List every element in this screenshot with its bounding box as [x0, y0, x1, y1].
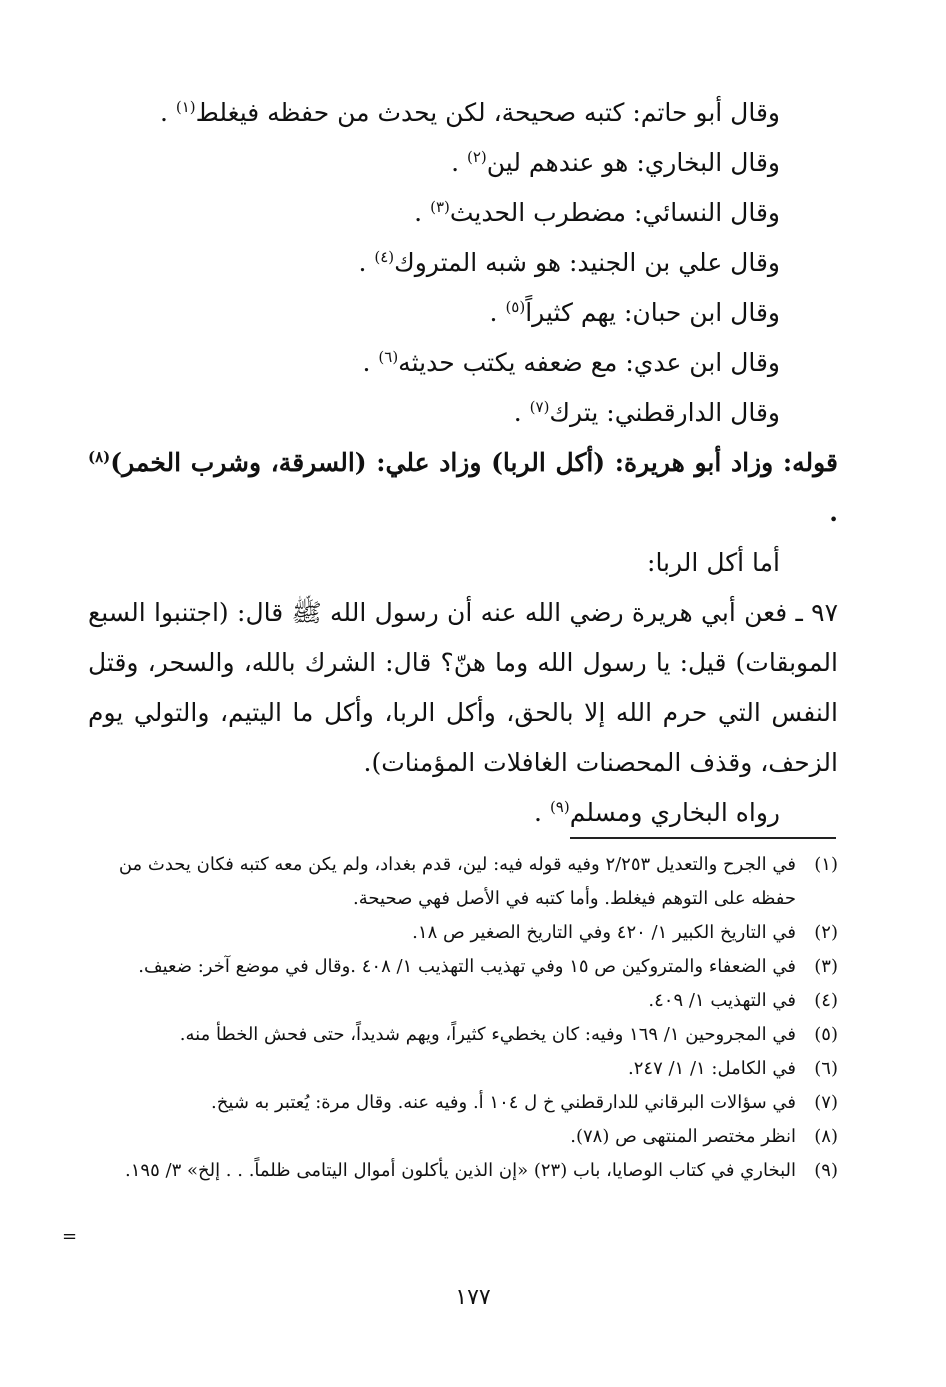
continuation-marker: =: [62, 1226, 78, 1247]
footnote-number: (٤): [814, 990, 838, 1011]
footnote-number: (٥): [814, 1024, 838, 1045]
footnote-number: (٨): [814, 1126, 838, 1147]
footnote: [88, 1120, 838, 1154]
narration-line: رواه البخاري ومسلم$^{(٩)}$ .: [534, 798, 780, 827]
footnote-number: (٢): [814, 922, 838, 943]
main-text: [88, 88, 838, 838]
footnote-text: البخاري في كتاب الوصايا، باب (٢٣) «إن الذين يأكلون أموال اليتامى ظلماً. . . إلخ» ٣/ ١٩٥.: [125, 1160, 796, 1181]
quote-line: وقال ابن حبان: يهم كثيراً$^{(٥)}$ .: [489, 298, 780, 327]
footnote: [88, 1052, 838, 1086]
bold-commentary: قوله: وزاد أبو هريرة: (أكل الربا) وزاد علي: (السرقة، وشرب الخمر)$^{(٨)}$ .: [88, 448, 838, 527]
footnote-number: (٧): [814, 1092, 838, 1113]
footnote-text: في الكامل: ١/ ١/ ٢٤٧.: [628, 1058, 796, 1079]
footnote-ref: (١): [175, 98, 196, 116]
footnote-ref: (٨): [88, 448, 111, 466]
footnote-ref: (٤): [374, 248, 395, 266]
footnote-ref: (٥): [505, 298, 526, 316]
footnote: [88, 950, 838, 984]
footnote: [88, 1018, 838, 1052]
quote-line: وقال البخاري: هو عندهم لين$^{(٢)}$ .: [451, 148, 780, 177]
quote-line: وقال أبو حاتم: كتبه صحيحة، لكن يحدث من حفظه فيغلط$^{(١)}$ .: [159, 98, 780, 127]
hadith-paragraph: ٩٧ ـ فعن أبي هريرة رضي الله عنه أن رسول الله ﷺ قال: (اجتنبوا السبع الموبقات) قيل: يا رسول الله وما هنّ؟ قال: الشرك بالله، والسحر، وقتل النفس التي حرم الله إلا بالحق، وأكل الربا، وأكل ما اليتيم، والتولي يوم الزحف، وقذف المحصنات الغافلات المؤمنات).: [88, 598, 838, 777]
footnote-text: في سؤالات البرقاني للدارقطني خ ل ١٠٤ أ. وفيه عنه. وقال مرة: يُعتبر به شيخ.: [211, 1092, 796, 1113]
footnote: [88, 1154, 838, 1188]
footnote-number: (٦): [814, 1058, 838, 1079]
footnote-ref: (٦): [378, 348, 399, 366]
quote-line: وقال النسائي: مضطرب الحديث$^{(٣)}$ .: [414, 198, 780, 227]
footnote-text: في التهذيب ١/ ٤٠٩.: [648, 990, 796, 1011]
footnote-ref: (٢): [467, 148, 487, 166]
footnote: [88, 984, 838, 1018]
footnote: [88, 1086, 838, 1120]
footnote-text: انظر مختصر المنتهى ص (٧٨).: [570, 1126, 796, 1147]
footnote-ref: (٩): [549, 798, 570, 816]
footnote-number: (٣): [814, 956, 838, 977]
quote-line: وقال علي بن الجنيد: هو شبه المتروك$^{(٤)}$ .: [358, 248, 780, 277]
footnote-text: في الجرح والتعديل ٢/٢٥٣ وفيه قوله فيه: لين، قدم بغداد، ولم يكن معه كتبه فكان يحدث من حفظه على التوهم فيغلط. وأما كتبه في الأصل فهي صحيحة.: [118, 854, 796, 909]
footnote-text: في المجروحين ١/ ١٦٩ وفيه: كان يخطيء كثيراً، ويهم شديداً، حتى فحش الخطأ منه.: [179, 1024, 796, 1045]
footnote: [88, 916, 838, 950]
footnote-text: في التاريخ الكبير ١/ ٤٢٠ وفي التاريخ الصغير ص ١٨.: [412, 922, 796, 943]
footnote-divider: [570, 837, 836, 839]
footnote-text: في الضعفاء والمتروكين ص ١٥ وفي تهذيب التهذيب ١/ ٤٠٨ .وقال في موضع آخر: ضعيف.: [138, 956, 796, 977]
footnote-number: (١): [814, 854, 838, 875]
section-heading: أما أكل الربا:: [647, 548, 780, 577]
footnote-number: (٩): [814, 1160, 838, 1181]
footnote: [88, 848, 838, 916]
quote-line: وقال ابن عدي: مع ضعفه يكتب حديثه$^{(٦)}$ .: [362, 348, 780, 377]
footnote-ref: (٣): [430, 198, 450, 216]
footnote-ref: (٧): [529, 398, 550, 416]
footnotes: [88, 848, 838, 1188]
quote-line: وقال الدارقطني: يترك$^{(٧)}$ .: [513, 398, 780, 427]
page-number: ١٧٧: [455, 1285, 491, 1310]
